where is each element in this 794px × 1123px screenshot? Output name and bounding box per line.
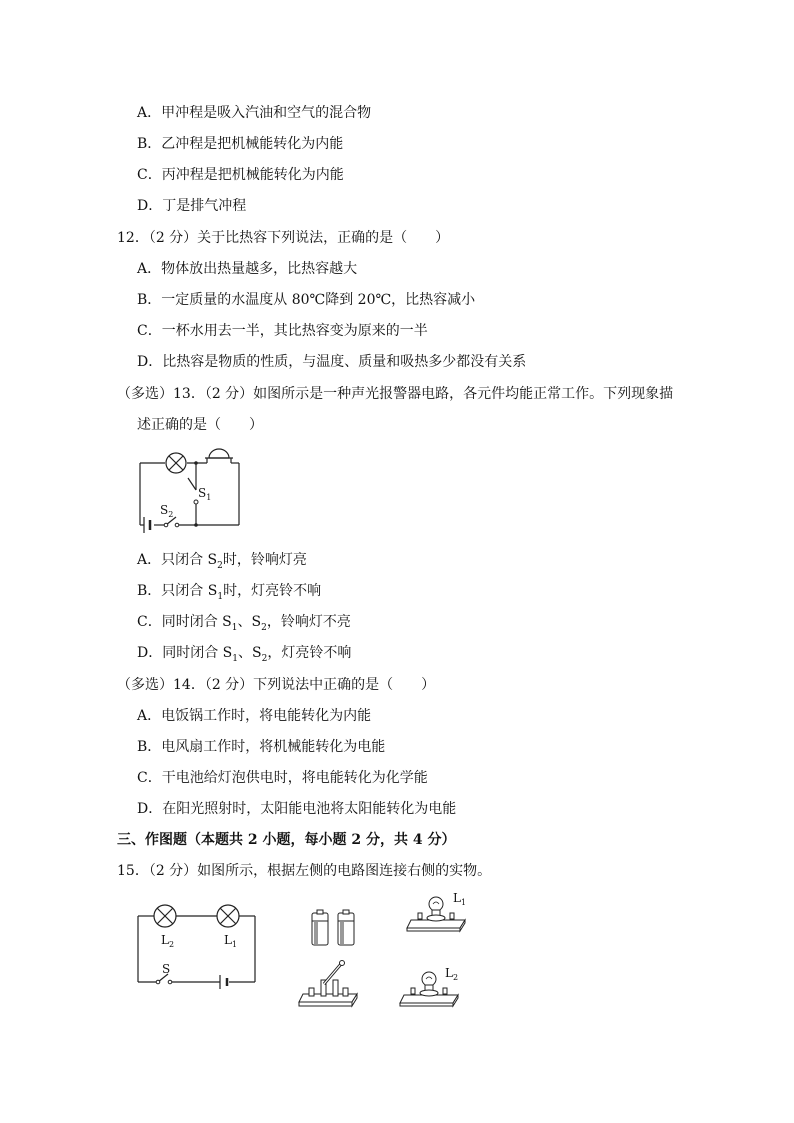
q14-option-a: A．电饭锅工作时，将电能转化为内能 [137, 708, 372, 724]
q15-stem: 15．（2 分）如图所示，根据左侧的电路图连接右侧的实物。 [117, 863, 492, 879]
section-title: 三、作图题（本题共 2 小题，每小题 2 分，共 4 分） [117, 832, 456, 848]
series-circuit-diagram [128, 898, 268, 990]
real-l1-label: L [453, 891, 461, 905]
l2-label: L [161, 933, 169, 947]
q11-option-c: C．丙冲程是把机械能转化为内能 [137, 167, 344, 183]
s2-subscript: 2 [168, 510, 174, 519]
real-l1-subscript: 1 [460, 898, 467, 907]
q11-option-a: A．甲冲程是吸入汽油和空气的混合物 [137, 105, 372, 121]
s1-label: S [198, 486, 207, 500]
q13-option-c: C．同时闭合 $S_1$、$S_2$，铃响灯不亮 [137, 614, 351, 633]
q12-option-b: B．一定质量的水温度从 80℃降到 20℃，比热容减小 [137, 292, 476, 308]
l2-subscript: 2 [168, 940, 175, 949]
q13-option-a: A．只闭合 $S_2$时，铃响灯亮 [137, 552, 307, 571]
batteries-illustration [308, 908, 360, 948]
switch-illustration [297, 958, 359, 1008]
s1-subscript: 1 [206, 493, 212, 502]
q14-option-d: D．在阳光照射时，太阳能电池将太阳能转化为电能 [137, 801, 457, 817]
svg-text:L1 [224, 933, 237, 949]
q11-option-d: D．丁是排气冲程 [137, 198, 247, 214]
q13-stem-line1: （多选）13．（2 分）如图所示是一种声光报警器电路，各元件均能正常工作。下列现象描 [117, 386, 674, 402]
real-l2-subscript: 2 [452, 973, 459, 982]
q13-stem-line2: 述正确的是（ ） [137, 417, 263, 433]
svg-text:L2 [161, 933, 174, 949]
switch-label: S [162, 962, 171, 976]
q11-option-b: B．乙冲程是把机械能转化为内能 [137, 136, 344, 152]
l1-label: L [224, 933, 232, 947]
s2-label: S [160, 503, 169, 517]
lamp-l1-illustration [405, 890, 475, 932]
lamp-l2-illustration [398, 965, 468, 1007]
q14-option-b: B．电风扇工作时，将机械能转化为电能 [137, 739, 386, 755]
svg-text:L1 [453, 891, 466, 907]
q12-option-c: C．一杯水用去一半，其比热容变为原来的一半 [137, 323, 428, 339]
q12-option-a: A．物体放出热量越多，比热容越大 [137, 261, 358, 277]
q13-option-b: B．只闭合 $S_1$时，灯亮铃不响 [137, 583, 322, 602]
alarm-circuit-diagram [130, 445, 250, 535]
q14-option-c: C．干电池给灯泡供电时，将电能转化为化学能 [137, 770, 428, 786]
svg-text:S1 [198, 486, 211, 502]
real-l2-label: L [445, 966, 453, 980]
q12-option-d: D．比热容是物质的性质，与温度、质量和吸热多少都没有关系 [137, 354, 527, 370]
l1-subscript: 1 [231, 940, 238, 949]
svg-text:S2 [160, 503, 173, 519]
q12-stem: 12．（2 分）关于比热容下列说法，正确的是（ ） [117, 230, 450, 246]
q14-stem: （多选）14．（2 分）下列说法中正确的是（ ） [117, 677, 436, 693]
svg-text:L2 [445, 966, 458, 982]
q13-option-d: D．同时闭合 $S_1$、$S_2$，灯亮铃不响 [137, 645, 352, 664]
